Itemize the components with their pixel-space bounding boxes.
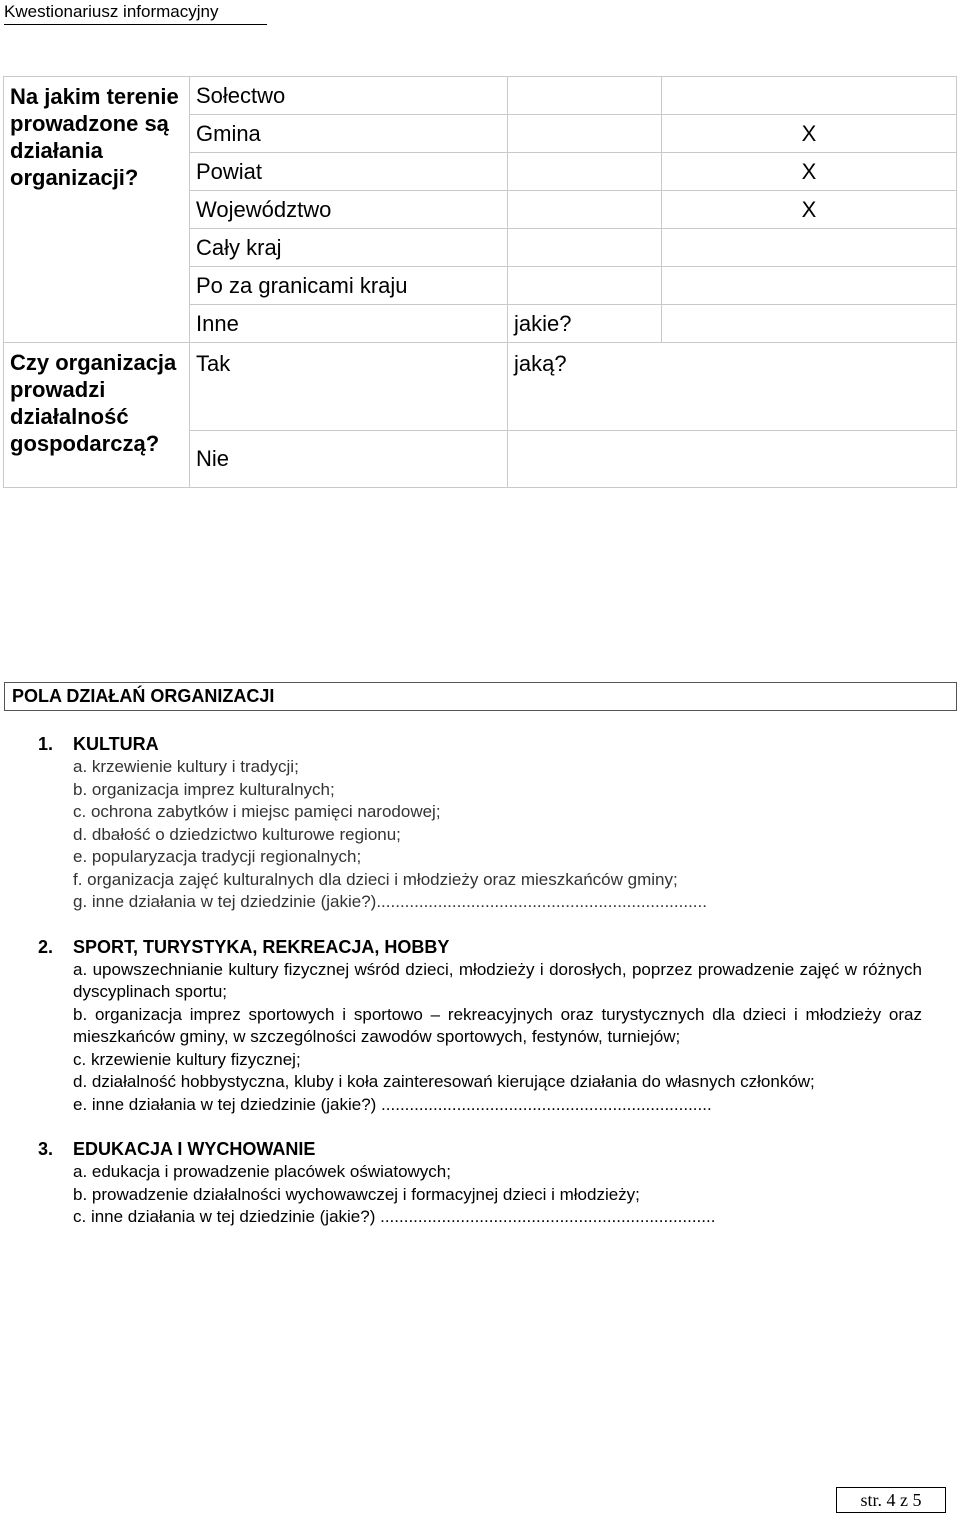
section-number: 3.: [38, 1139, 54, 1159]
section-heading: [38, 733, 922, 756]
area-option-mark: [662, 77, 957, 115]
section-heading: [38, 1138, 922, 1161]
list-item: d. dbałość o dziedzictwo kulturowe regionu;: [73, 824, 401, 844]
list-item: c. ochrona zabytków i miejsc pamięci narodowej;: [73, 802, 441, 821]
area-option-gmina: Gmina: [190, 115, 508, 153]
area-option-mark: X: [662, 153, 957, 191]
questionnaire-table: [3, 76, 957, 488]
section-title-text: EDUKACJA I WYCHOWANIE: [73, 1139, 316, 1159]
section-number: 2.: [38, 936, 54, 957]
section-title-text: KULTURA: [73, 734, 159, 754]
area-option-mark: [662, 305, 957, 343]
business-question-label: Czy organizacja prowadzi działalność gospodarczą?: [4, 343, 190, 488]
area-option-extra: [508, 191, 662, 229]
area-option-powiat: Powiat: [190, 153, 508, 191]
area-option-extra: [508, 77, 662, 115]
list-item: f. organizacja zajęć kulturalnych dla dzieci i młodzieży oraz mieszkańców gminy;: [73, 869, 678, 889]
section-items: [73, 756, 922, 914]
document-header: Kwestionariusz informacyjny: [4, 0, 267, 25]
area-option-extra: jakie?: [508, 305, 662, 343]
business-option-extra: jaką?: [508, 343, 957, 431]
area-option-extra: [508, 115, 662, 153]
activity-fields: [38, 733, 922, 1229]
section-title-text: SPORT, TURYSTYKA, REKREACJA, HOBBY: [73, 936, 450, 957]
list-item: b. organizacja imprez kulturalnych;: [73, 779, 335, 799]
section-number: 1.: [38, 734, 54, 754]
area-option-wojewodztwo: Województwo: [190, 191, 508, 229]
area-option-caly-kraj: Cały kraj: [190, 229, 508, 267]
list-item: e. popularyzacja tradycji regionalnych;: [73, 847, 362, 866]
area-option-inne: Inne: [190, 305, 508, 343]
area-option-zagranica: Po za granicami kraju: [190, 267, 508, 305]
list-item: b. prowadzenie działalności wychowawczej i formacyjnej dzieci i młodzieży;: [73, 1184, 640, 1204]
business-option-tak: Tak: [190, 343, 508, 431]
business-option-nie: Nie: [190, 431, 508, 488]
area-option-extra: [508, 267, 662, 305]
list-item: a. krzewienie kultury i tradycji;: [73, 757, 299, 776]
section-items: [73, 1161, 922, 1229]
area-option-extra: [508, 229, 662, 267]
list-item: b. organizacja imprez sportowych i sportowo – rekreacyjnych oraz turystycznych dla dzieci i młodzieży oraz mieszkańców gminy, w szczególności zawodów sportowych, festynów, turniejów;: [73, 1004, 922, 1046]
section-edukacja: [38, 1138, 922, 1229]
section-sport: [38, 936, 922, 1117]
section-items: [73, 959, 922, 1117]
list-item: a. upowszechnianie kultury fizycznej wśród dzieci, młodzieży i dorosłych, poprzez prowadzenie zajęć w różnych dyscyplinach sportu;: [73, 959, 922, 1001]
list-item: g. inne działania w tej dziedzinie (jakie?)......................................................................: [73, 892, 707, 911]
section-title: POLA DZIAŁAŃ ORGANIZACJI: [4, 682, 957, 711]
area-option-mark: [662, 267, 957, 305]
area-option-mark: [662, 229, 957, 267]
list-item: c. inne działania w tej dziedzinie (jakie?) .......................................................................: [73, 1207, 716, 1226]
area-option-extra: [508, 153, 662, 191]
area-question-label: Na jakim terenie prowadzone są działania organizacji?: [4, 77, 190, 343]
section-heading: [38, 936, 922, 959]
area-option-mark: X: [662, 191, 957, 229]
area-option-mark: X: [662, 115, 957, 153]
list-item: d. działalność hobbystyczna, kluby i koła zainteresowań kierujące działania do własnych członków;: [73, 1072, 815, 1091]
section-kultura: [38, 733, 922, 914]
list-item: e. inne działania w tej dziedzinie (jakie?) ......................................................................: [73, 1094, 712, 1114]
list-item: a. edukacja i prowadzenie placówek oświatowych;: [73, 1162, 451, 1181]
business-option-extra: [508, 431, 957, 488]
page-number: str. 4 z 5: [836, 1487, 946, 1513]
list-item: c. krzewienie kultury fizycznej;: [73, 1049, 301, 1069]
area-option-solectwo: Sołectwo: [190, 77, 508, 115]
